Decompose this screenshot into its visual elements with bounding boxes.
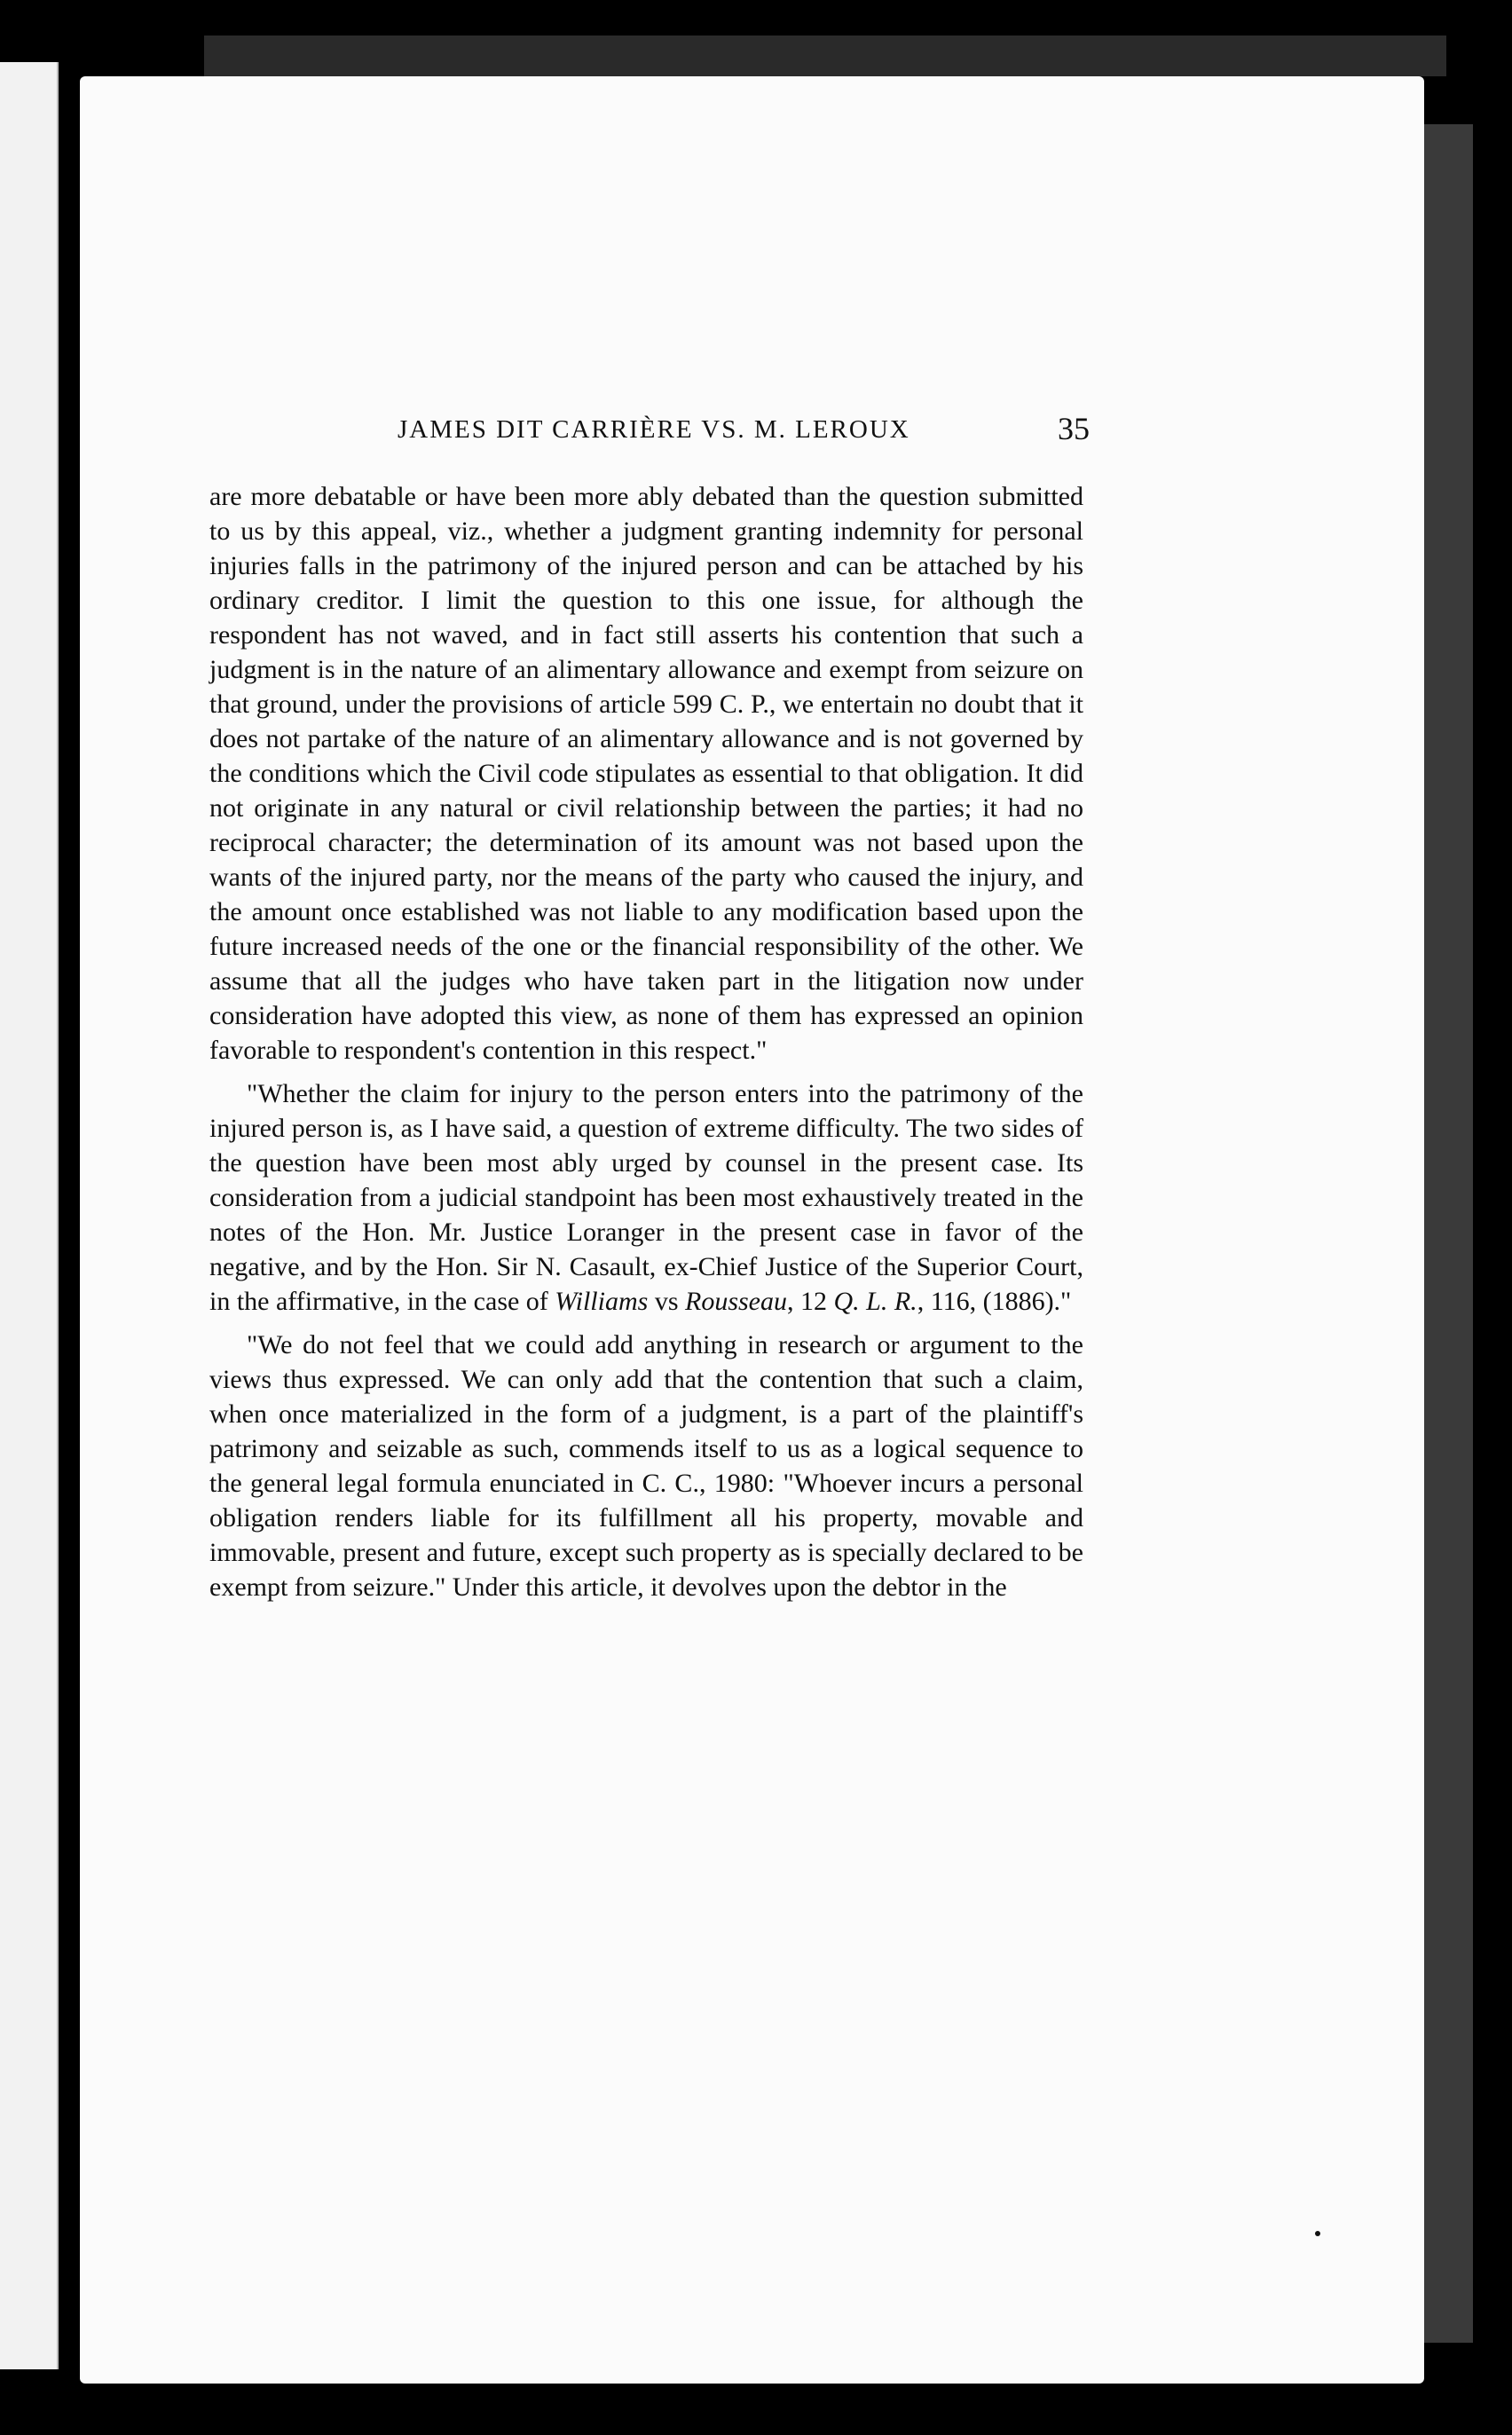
running-head: JAMES DIT CARRIÈRE VS. M. LEROUX bbox=[398, 415, 910, 444]
citation-page-year: , 116, (1886)." bbox=[917, 1287, 1072, 1316]
paragraph-1 bbox=[209, 479, 1083, 1068]
book-top-edge bbox=[204, 35, 1446, 76]
citation-reporter: Q. L. R. bbox=[833, 1287, 917, 1316]
page-header bbox=[398, 411, 1090, 460]
case-name-rousseau: Rousseau bbox=[685, 1287, 787, 1316]
case-name-williams: Williams bbox=[555, 1287, 649, 1316]
citation-volume: , 12 bbox=[787, 1287, 834, 1316]
paragraph-3-text: "We do not feel that we could add anything in research or argument to the views thus expressed. We can only add that the contention that such a claim, when once materialized in the form of a judgment, is a part of the plaintiff's patrimony and seizable as such, commends itself to us as a logical sequence to the general legal formula enunciated in C. C., 1980: "Whoever incurs a personal obligation renders liable for its fulfillment all his property, movable and immovable, present and future, except such property as is specially declared to be exempt from seizure." Under this article, it devolves upon the debtor in the bbox=[209, 1330, 1083, 1602]
book-right-edge bbox=[1420, 124, 1473, 2343]
adjacent-page-edge bbox=[0, 62, 59, 2369]
paragraph-2-text: "Whether the claim for injury to the person enters into the patrimony of the injured person is, as I have said, a question of extreme difficulty. The two sides of the question have been most ably urged by counsel in the present case. Its consideration from a judicial standpoint has been most exhaustively treated in the notes of the Hon. Mr. Justice Loranger in the present case in favor of the negative, and by the Hon. Sir N. Casault, ex-Chief Justice of the Superior Court, in the affirmative, in the case of bbox=[209, 1079, 1083, 1316]
page-number: 35 bbox=[1058, 411, 1090, 446]
page-body bbox=[209, 479, 1083, 1604]
case-versus: vs bbox=[648, 1287, 685, 1316]
ink-speck bbox=[1315, 2231, 1320, 2236]
paragraph-3 bbox=[209, 1328, 1083, 1604]
paragraph-1-text: are more debatable or have been more ably debated than the question submitted to us by this appeal, viz., whether a judgment granting indemnity for personal injuries falls in the patrimony of the injured person and can be attached by his ordinary creditor. I limit the question to this one issue, for although the respondent has not waved, and in fact still asserts his contention that such a judgment is in the nature of an alimentary allowance and exempt from seizure on that ground, under the provisions of article 599 C. P., we entertain no doubt that it does not partake of the nature of an alimentary allowance and is not governed by the conditions which the Civil code stipulates as essential to that obligation. It did not originate in any natural or civil relationship between the parties; it had no reciprocal character; the determination of its amount was not based upon the wants of the injured party, nor the means of the party who caused the injury, and the amount once established was not liable to any modification based upon the future increased needs of the one or the financial responsibility of the other. We assume that all the judges who have taken part in the litigation now under consideration have adopted this view, as none of them has expressed an opinion favorable to respondent's contention in this respect." bbox=[209, 482, 1083, 1065]
paragraph-2 bbox=[209, 1076, 1083, 1319]
